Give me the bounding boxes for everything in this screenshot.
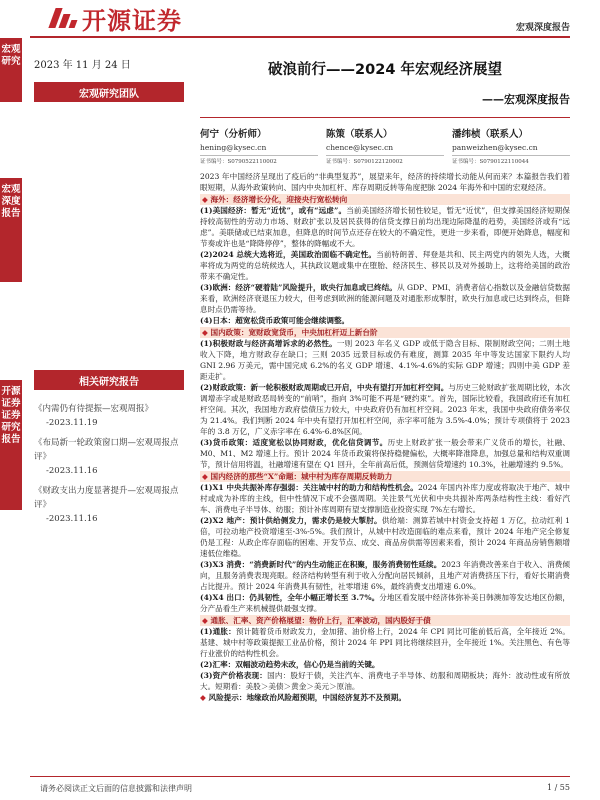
side-tab-report-type: 宏观深度报告: [0, 178, 22, 282]
paragraph: (1)积极财政与经济高增诉求的必然性。一则 2023 年名义 GDP 或低于隐含目标、限制财政空间；二则土地收入下降，地方财政存在缺口；三则 2035 远景目标或仍有难度，测算 2035 年中等发达国家下限约人均 GNI 2.96 万美元，需中国完成 6.2%的名义 GDP 增速、4.1%-4.6%的实际 GDP 增速；四则中美 GDP 差距走扩。: [200, 339, 571, 381]
author-card: [452, 126, 570, 165]
footer-disclaimer[interactable]: 请务必阅读正文后面的信息披露和法律声明: [40, 784, 192, 793]
risk-warning: ◆ 风险提示：地缘政治风险超预期，中国经济复苏不及预期。: [200, 692, 570, 703]
header-divider: [30, 36, 570, 38]
side-tab-broker: 开源证券 证券研究报告: [0, 380, 22, 510]
related-reports-list: [34, 402, 184, 532]
author-cert: 证书编号：S0790522110002: [200, 155, 318, 165]
paragraph: (4)日本：超宽松货币政策可能会继续调整。: [200, 316, 350, 325]
paragraph: (2)X2 地产：预计供给侧发力，需求仍是较大掣肘。供给端：测算若城中村资金支持超 1 万亿，拉动红利 1 倍，可拉动地产投资增速至-3%-5%。我们预计，从城中村改造面临的难点来看，预计 2024 年地产完全修复仍是工程：从政企库存面临的困难、开发节点、成交、商品房供需等因素来看，预计 2024 年商品房销售额增速低位维稳。: [200, 516, 570, 558]
related-report-item[interactable]: [34, 402, 184, 430]
related-report-title[interactable]: 《布局新一轮政策窗口期—宏观周报点评》: [34, 438, 179, 462]
paragraph: (3)货币政策：适度宽松以协同财政，优化信贷调节。历史上财政扩张一般会带来广义货币的增长，社融、M0、M1、M2 增速上行。预计 2024 年货币政策将保持稳健偏松，大概率降准降息，加强总量和结构双重调节，预计信用将温，社融增速有望在 Q1 回升，全年前高后低，预测信贷增速约 10.3%，社融增速约 9.5%。: [200, 438, 571, 469]
section-heading-overseas: ◆ 海外：经济增长分化，迎接央行宽松转向: [200, 194, 570, 205]
report-title: 破浪前行——2024 年宏观经济展望: [268, 62, 502, 78]
paragraph: (2)2024 总统大选将近，美国政治面临不确定性。当前特朗普、拜登是共和、民主两党内的领先人选，大概率将成为两党的总统候选人，其执政议题或集中在堕胎、经济民生、移民以及对外援助上，这将给美国的政治带来不确定性。: [200, 250, 570, 281]
paragraph: (3)资产价格表现：国内：股好于债，关注汽车、消费电子半导体、纺服和周期板块；海外：波动性或有所放大。短期看：美股＞美债＞黄金＞美元＞原油。: [200, 671, 570, 691]
author-cert: 证书编号：S0790122110044: [452, 155, 570, 165]
author-card: [326, 126, 444, 165]
intro-paragraph: 2023 年中国经济呈现出了疫后的“非典型复苏”，展望来年，经济的持续增长动能从何而来？本篇报告我们着眼短期，从海外政策转向、国内中央加杠杆、库存周期反转等角度把脉 2024 年海外和中国的宏观经济。: [200, 172, 570, 192]
main-column: [200, 50, 570, 703]
title-divider: [200, 117, 570, 118]
author-name: 陈策（联系人）: [326, 129, 393, 140]
section-heading-domestic: ◆ 国内政策：宽财政宽货币，中央加杠杆迈上新台阶: [200, 327, 570, 338]
author-cert: 证书编号：S0790122120002: [326, 155, 444, 165]
related-report-date: -2023.11.16: [46, 466, 98, 476]
author-list: [200, 126, 570, 165]
author-name: 潘纬桢（联系人）: [452, 129, 529, 140]
section-heading-economy: ◆ 国内经济的那些“X”命题：城中村为库存周期反转助力: [200, 471, 570, 482]
author-email[interactable]: hening@kysec.cn: [200, 143, 267, 152]
research-team-label: 宏观研究团队: [34, 82, 184, 102]
paragraph: (1)通胀：预计随着货币财政发力，金加猪、油价格上行，2024 年 CPI 同比可能前低后高，全年接近 2%。基建、城中村等政策提振工业品价格，预计 2024 年 PPI 同比将继续回升，全年接近 1%。关注黑色、有色等行业涨价的结构性机会。: [200, 627, 570, 658]
logo-mark-icon: [48, 6, 76, 30]
paragraph: (1)X1 中央共振补库存强弱：关注城中村的助力和结构性机会。2024 年国内补库力度或将取决于地产、城中村或成为补库的主线，但中性情况下或不会强周期。关注景气光伏和中央共振补库两条结构性主线：看好汽车、消费电子半导体、纺服；预计补库周期有望支撑制造业投资实现 7%左右增长。: [200, 483, 570, 514]
author-card: [200, 126, 318, 165]
report-summary: [200, 171, 570, 703]
report-subtitle: ——宏观深度报告: [482, 93, 570, 106]
related-report-title[interactable]: 《财政支出力度显著提升—宏观周报点评》: [34, 486, 179, 510]
paragraph: (4)X4 出口：仍具韧性，全年小幅正增长至 3.7%。分地区看发展中经济体弥补美日韩澳加等发达地区份额，分产品看生产来机械提供最强支撑。: [200, 593, 571, 613]
paragraph: (3)欧洲：经济“硬着陆”风险提升，欧央行加息或已终结。从 GDP、PMI、消费者信心指数以及金融信贷数据来看，欧洲经济衰退压力较大，但考虑到欧洲的能源问题及对通胀形成掣肘，欧央行加息或已达到终点，但降息时点仍需等待。: [200, 283, 571, 314]
author-email[interactable]: chence@kysec.cn: [326, 143, 394, 152]
related-report-date: -2023.11.16: [46, 514, 98, 524]
side-stripe: [0, 0, 22, 800]
page-number: 1 / 55: [546, 783, 570, 792]
header-report-type: 宏观深度报告: [515, 23, 570, 33]
related-report-item[interactable]: [34, 436, 184, 478]
related-report-date: -2023.11.19: [46, 418, 98, 428]
author-email[interactable]: panweizhen@kysec.cn: [452, 143, 538, 152]
author-name: 何宁（分析师）: [200, 129, 267, 140]
related-report-item[interactable]: [34, 484, 184, 526]
paragraph: (3)X3 消费：“消费新时代”的内生动能正在积聚，服务消费韧性延续。2023 年消费改善来自于收入、消费倾向，且服务消费表现亮眼。经济结构转型有利于收入分配向居民倾斜，且地产对消费挤压下行，看好长期消费占比提升。预计 2024 年消费具有韧性，社零增速 6%，最终消费支出增速 6.0%。: [200, 560, 570, 591]
footer-divider: [30, 776, 570, 777]
related-reports-label: 相关研究报告: [34, 370, 184, 390]
paragraph: (2)财政政策：新一轮积极财政周期或已开启，中央有望打开加杠杆空间。与历史三轮财政扩张周期比较，本次调增赤字或是财政恶局转变的“前哨”，指向 3%可能不再是“硬约束”。首先，国际比较看，我国政府还有加杠杆空间。其次，我国地方政府偿债压力较大，中央政府仍有加杠杆空间。2023 年末，我国中央政府债务率仅为 21.4%。我们判断 2024 年中央有望打开加杠杆空间，赤字率可能为 3.5%-4.0%；预计专项债将于 2023 年的 3.8 万亿，广义赤字率在 6.4%-6.8%区间。: [200, 383, 571, 436]
related-report-title[interactable]: 《内需仍有待提振—宏观周报》: [34, 404, 154, 414]
logo-text: 开源证券: [82, 6, 182, 35]
broker-logo: [48, 4, 182, 35]
paragraph: (2)汇率：双幅波动趋势未改，信心仍是当前的关键。: [200, 660, 380, 669]
paragraph: (1)美国经济：暂无“近忧”，或有“远虑”。当前美国经济增长韧性较足，暂无“近忧”，但支撑美国经济短期保持较高韧性的劳动力市场、财政扩张以及居民获得的信贷支撑日前均出现边际降温的趋势，美国经济或有“远虑”。美联储或已结束加息，但降息的时间节点还存在较大的不确定性，更进一步来看，即便开始降息，幅度和节奏或许也是“降降停停”，整体的降幅或不大。: [200, 206, 570, 248]
side-tab-macro: 宏观研究: [0, 38, 22, 102]
section-heading-assets: ◆ 通胀、汇率、资产价格展望：物价上行，汇率波动，国内股好于债: [200, 615, 570, 626]
report-date: 2023 年 11 月 24 日: [34, 60, 131, 71]
